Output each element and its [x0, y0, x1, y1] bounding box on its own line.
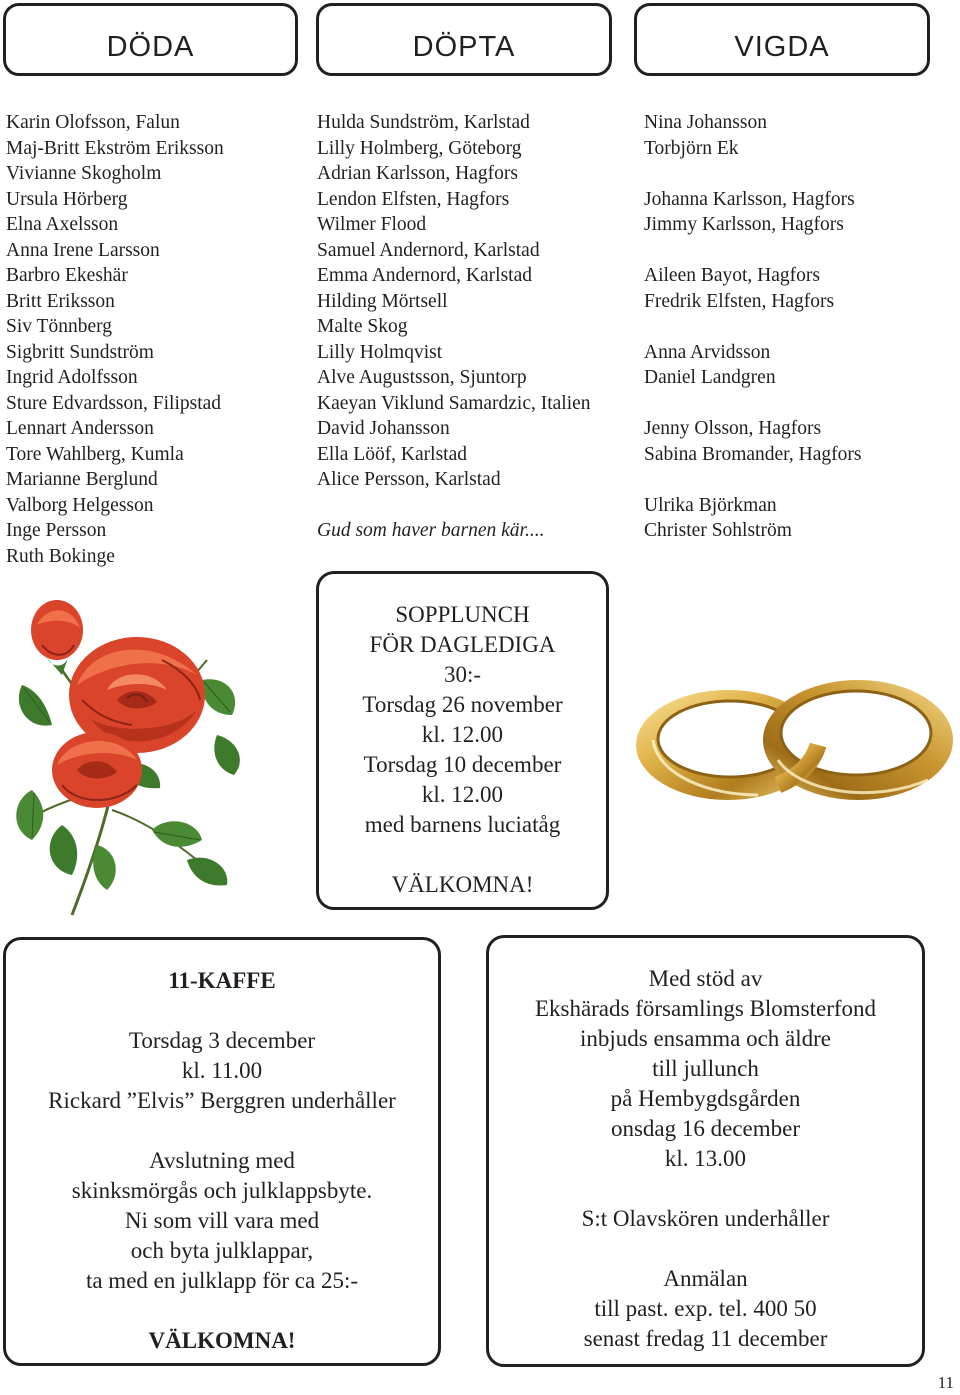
- kaffe-line: Ni som vill vara med: [124, 1208, 320, 1233]
- dopta-name: Lendon Elfsten, Hagfors: [317, 188, 510, 210]
- vigda-name: Sabina Bromander, Hagfors: [644, 443, 862, 465]
- doda-name: Anna Irene Larsson: [6, 239, 160, 261]
- soup-line: kl. 12.00: [421, 722, 504, 747]
- vigda-name: Aileen Bayot, Hagfors: [644, 265, 820, 286]
- vigda-name: Ulrika Björkman: [644, 494, 777, 516]
- vigda-name: Christer Sohlström: [644, 520, 792, 541]
- jul-line: inbjuds ensamma och äldre: [579, 1026, 831, 1051]
- dopta-name: Alve Augustsson, Sjuntorp: [317, 367, 527, 388]
- doda-name: Valborg Helgesson: [6, 494, 154, 516]
- kaffe-line: kl. 11.00: [181, 1058, 263, 1083]
- dopta-list: [317, 110, 627, 544]
- soup-line: kl. 12.00: [421, 782, 504, 807]
- spacer: [317, 493, 627, 519]
- dopta-name: Hilding Mörtsell: [317, 290, 448, 312]
- spacer: [6, 996, 438, 1026]
- spacer: [644, 238, 944, 264]
- dopta-name: Hulda Sundström, Karlstad: [317, 112, 530, 133]
- dopta-name: Ella Lööf, Karlstad: [317, 443, 467, 465]
- header-vigda: [634, 3, 930, 76]
- doda-name: Ruth Bokinge: [6, 545, 115, 567]
- doda-name: Ursula Hörberg: [6, 188, 128, 210]
- dopta-name: Malte Skog: [317, 316, 408, 337]
- dopta-name: Emma Andernord, Karlstad: [317, 265, 532, 286]
- dopta-name: Adrian Karlsson, Hagfors: [317, 163, 518, 184]
- jul-line: Ekshärads församlings Blomsterfond: [534, 996, 877, 1021]
- vigda-name: Anna Arvidsson: [644, 341, 771, 363]
- wedding-rings-icon: [628, 645, 958, 820]
- jul-line: till past. exp. tel. 400 50: [594, 1296, 817, 1321]
- soup-line: med barnens luciatåg: [364, 812, 561, 837]
- kaffe-line: Avslutning med: [149, 1148, 295, 1173]
- jul-line: kl. 13.00: [664, 1146, 747, 1171]
- spacer: [644, 314, 944, 340]
- christmas-lunch-notice: [486, 935, 925, 1367]
- jul-line: till jullunch: [652, 1056, 759, 1081]
- kaffe-title: 11-KAFFE: [168, 968, 276, 993]
- dopta-name: Samuel Andernord, Karlstad: [317, 239, 540, 261]
- kaffe-line: Torsdag 3 december: [128, 1028, 316, 1053]
- header-dopta: [316, 3, 612, 76]
- vigda-name: Torbjörn Ek: [644, 137, 739, 159]
- vigda-name: Nina Johansson: [644, 112, 767, 133]
- soup-line: 30:-: [443, 662, 482, 687]
- spacer: [319, 840, 606, 870]
- doda-name: Sture Edvardsson, Filipstad: [6, 392, 222, 414]
- kaffe-line: Rickard ”Elvis” Berggren underhåller: [48, 1088, 396, 1113]
- kaffe-line: och byta julklappar,: [130, 1238, 314, 1263]
- dopta-name: Lilly Holmqvist: [317, 341, 443, 363]
- jul-line: Anmälan: [663, 1266, 748, 1291]
- spacer: [644, 467, 944, 493]
- vigda-name: Fredrik Elfsten, Hagfors: [644, 290, 835, 312]
- jul-line: S:t Olavskören underhåller: [581, 1206, 830, 1231]
- doda-name: Lennart Andersson: [6, 418, 154, 439]
- dopta-quote: Gud som haver barnen kär....: [317, 520, 545, 541]
- jul-line: Med stöd av: [648, 966, 763, 991]
- header-dopta-label: DÖPTA: [412, 31, 516, 63]
- dopta-name: Kaeyan Viklund Samardzic, Italien: [317, 392, 591, 414]
- doda-name: Tore Wahlberg, Kumla: [6, 443, 184, 465]
- header-doda-label: DÖDA: [106, 31, 195, 63]
- header-doda: [3, 3, 298, 76]
- header-vigda-label: VIGDA: [734, 31, 830, 63]
- soup-welcome: VÄLKOMNA!: [391, 872, 534, 897]
- rose-illustration-icon: [2, 590, 252, 925]
- jul-line: onsdag 16 december: [610, 1116, 801, 1141]
- spacer: [6, 1116, 438, 1146]
- soup-line: Torsdag 26 november: [362, 692, 563, 717]
- doda-name: Karin Olofsson, Falun: [6, 112, 180, 133]
- spacer: [644, 391, 944, 417]
- jul-line: på Hembygdsgården: [610, 1086, 801, 1111]
- dopta-name: Wilmer Flood: [317, 214, 427, 235]
- doda-name: Ingrid Adolfsson: [6, 367, 138, 388]
- soup-line: FÖR DAGLEDIGA: [369, 632, 556, 657]
- doda-name: Siv Tönnberg: [6, 316, 112, 337]
- vigda-name: Daniel Landgren: [644, 367, 776, 388]
- soup-line: Torsdag 10 december: [363, 752, 562, 777]
- spacer: [644, 161, 944, 187]
- jul-line: senast fredag 11 december: [583, 1326, 828, 1351]
- doda-name: Inge Persson: [6, 520, 107, 541]
- dopta-name: Alice Persson, Karlstad: [317, 469, 501, 490]
- doda-list: [6, 110, 306, 569]
- soup-line: SOPPLUNCH: [395, 602, 530, 627]
- soup-lunch-notice: [316, 571, 609, 910]
- vigda-name: Johanna Karlsson, Hagfors: [644, 188, 855, 210]
- spacer: [6, 1296, 438, 1326]
- doda-name: Barbro Ekeshär: [6, 265, 128, 286]
- spacer: [489, 1234, 922, 1264]
- doda-name: Maj-Britt Ekström Eriksson: [6, 137, 224, 159]
- doda-name: Britt Eriksson: [6, 290, 115, 312]
- vigda-name: Jenny Olsson, Hagfors: [644, 418, 822, 439]
- vigda-name: Jimmy Karlsson, Hagfors: [644, 214, 844, 235]
- kaffe-welcome: VÄLKOMNA!: [148, 1328, 296, 1353]
- dopta-name: David Johansson: [317, 418, 450, 439]
- page-number: 11: [937, 1373, 954, 1392]
- doda-name: Sigbritt Sundström: [6, 341, 154, 363]
- eleven-coffee-notice: [3, 937, 441, 1366]
- doda-name: Elna Axelsson: [6, 214, 119, 235]
- doda-name: Vivianne Skogholm: [6, 163, 162, 184]
- vigda-list: [644, 110, 944, 544]
- spacer: [489, 1174, 922, 1204]
- doda-name: Marianne Berglund: [6, 469, 158, 490]
- kaffe-line: skinksmörgås och julklappsbyte.: [71, 1178, 373, 1203]
- kaffe-line: ta med en julklapp för ca 25:-: [85, 1268, 359, 1293]
- dopta-name: Lilly Holmberg, Göteborg: [317, 137, 522, 159]
